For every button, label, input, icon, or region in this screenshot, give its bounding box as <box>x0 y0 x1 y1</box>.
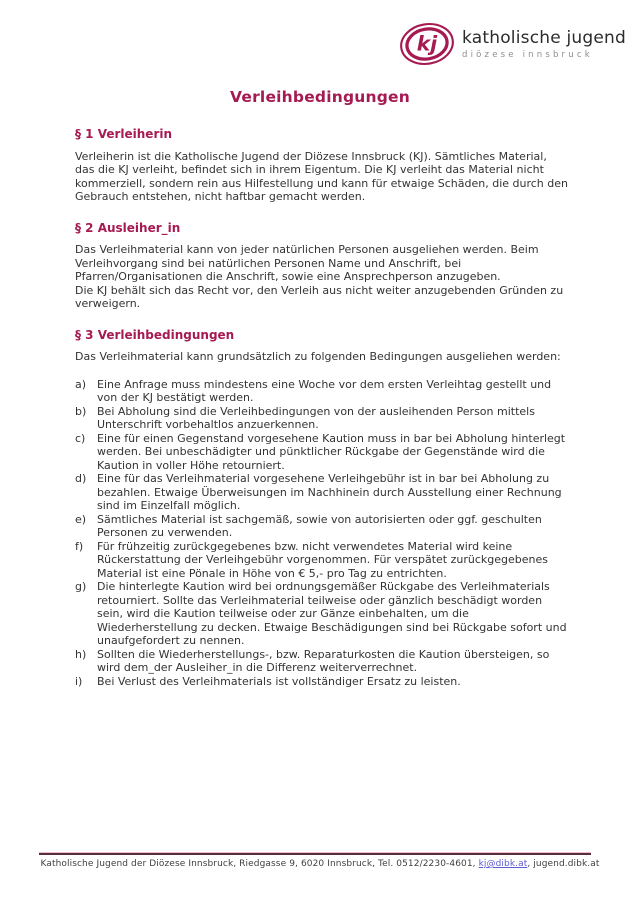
paragraph: Das Verleihmaterial kann grundsätzlich zu folgenden Bedingungen ausgeliehen werden: <box>75 350 561 363</box>
logo-text <box>462 29 626 60</box>
conditions-list <box>75 378 569 689</box>
list-item-text: Sämtliches Material ist sachgemäß, sowie von autorisierten oder ggf. geschulten Personen zu verwenden. <box>97 512 542 539</box>
kj-logo-icon <box>398 18 456 70</box>
footer-text-before: Katholische Jugend der Diözese Innsbruck, Riedgasse 9, 6020 Innsbruck, Tel. 0512/2230-4601, <box>40 859 479 869</box>
list-item-marker: a) <box>75 377 87 391</box>
list-item-marker: b) <box>75 404 87 418</box>
list-item-text: Eine Anfrage muss mindestens eine Woche vor dem ersten Verleihtag gestellt und von der KJ bestätigt werden. <box>97 377 552 404</box>
org-logo <box>398 18 626 70</box>
list-item-marker: e) <box>75 512 87 526</box>
list-item <box>75 472 569 513</box>
paragraph: Das Verleihmaterial kann von jeder natürlichen Personen ausgeliehen werden. Beim Verleihvorgang sind bei natürlichen Personen Name und Anschrift, bei Pfarren/Organisationen die Anschrift, sowie eine Ansprechperson anzugeben. <box>75 243 539 283</box>
list-item-marker: d) <box>75 472 87 485</box>
list-item <box>75 675 569 689</box>
footer-divider <box>39 852 591 855</box>
list-item <box>75 432 569 473</box>
list-item-text: Sollten die Wiederherstellungs-, bzw. Reparaturkosten die Kaution übersteigen, so wird dem_der Ausleiher_in die Differenz weiterverrechnet. <box>97 647 550 674</box>
email-link[interactable]: kj@dibk.at <box>478 859 528 869</box>
list-item <box>75 580 569 648</box>
footer <box>0 845 640 905</box>
footer-text-after: , jugend.dibk.at <box>527 859 600 869</box>
list-item <box>75 648 569 675</box>
section-heading-3: § 3 Verleihbedingungen <box>75 327 235 342</box>
list-item-marker: g) <box>75 580 87 593</box>
list-item-marker: f) <box>75 539 84 553</box>
list-item <box>75 513 569 540</box>
list-item <box>75 405 569 432</box>
logo-org-name: katholische jugend <box>461 27 626 48</box>
list-item-text: Eine für einen Gegenstand vorgesehene Kaution muss in bar bei Abholung hinterlegt werden. Bei unbeschädigter und pünktlicher Rückgabe der Gegenstände wird die Kaution in voller Höhe retourniert. <box>97 431 566 472</box>
list-item-marker: c) <box>75 431 86 445</box>
list-item <box>75 378 569 405</box>
footer-contact-line <box>0 859 640 869</box>
list-item-marker: i) <box>75 674 83 688</box>
logo-org-subtitle: diözese innsbruck <box>461 49 593 60</box>
paragraph: Die KJ behält sich das Recht vor, den Verleih aus nicht weiter anzugebenden Gründen zu verweigern. <box>75 283 564 310</box>
section-heading-2: § 2 Ausleiher_in <box>75 220 181 235</box>
list-item-text: Eine für das Verleihmaterial vorgesehene Verleihgebühr ist in bar bei Abholung zu bezahlen. Etwaige Überweisungen im Nachhinein durch Ausstellung einer Rechnung sind im Einzelfall möglich. <box>97 472 562 512</box>
list-item-text: Bei Verlust des Verleihmaterials ist vollständiger Ersatz zu leisten. <box>97 674 461 688</box>
list-item <box>75 540 569 581</box>
list-item-text: Bei Abholung sind die Verleihbedingungen von der ausleihenden Person mittels Unterschrift vorbehaltlos anzuerkennen. <box>97 404 535 431</box>
paragraph: Verleiherin ist die Katholische Jugend der Diözese Innsbruck (KJ). Sämtliches Material, das die KJ verleiht, befindet sich in ihrem Eigentum. Die KJ verleiht das Material nicht kommerziell, sondern rein aus Hilfestellung und kann für etwaige Schäden, die durch den Gebrauch entstehen, nicht haftbar gemacht werden. <box>75 149 568 203</box>
svg-text:kj: kj <box>416 31 438 56</box>
page-title: Verleihbedingungen <box>230 88 410 106</box>
list-item-marker: h) <box>75 647 87 661</box>
document-body <box>75 128 569 688</box>
list-item-text: Für frühzeitig zurückgegebenes bzw. nicht verwendetes Material wird keine Rückerstattung der Verleihgebühr vorgenommen. Für verspätet zurückgegebenes Material ist eine Pönale in Höhe von € 5,- pro Tag zu entrichten. <box>97 539 548 580</box>
list-item-text: Die hinterlegte Kaution wird bei ordnungsgemäßer Rückgabe des Verleihmaterials retourniert. Sollte das Verleihmaterial teilweise oder gänzlich beschädigt worden sein, wird die Kaution teilweise oder zur Gänze einbehalten, um die Wiederherstellung zu decken. Etwaige Beschädigungen sind bei Rückgabe sofort und unaufgefordert zu nennen. <box>97 580 567 647</box>
section-heading-1: § 1 Verleiherin <box>75 127 173 141</box>
